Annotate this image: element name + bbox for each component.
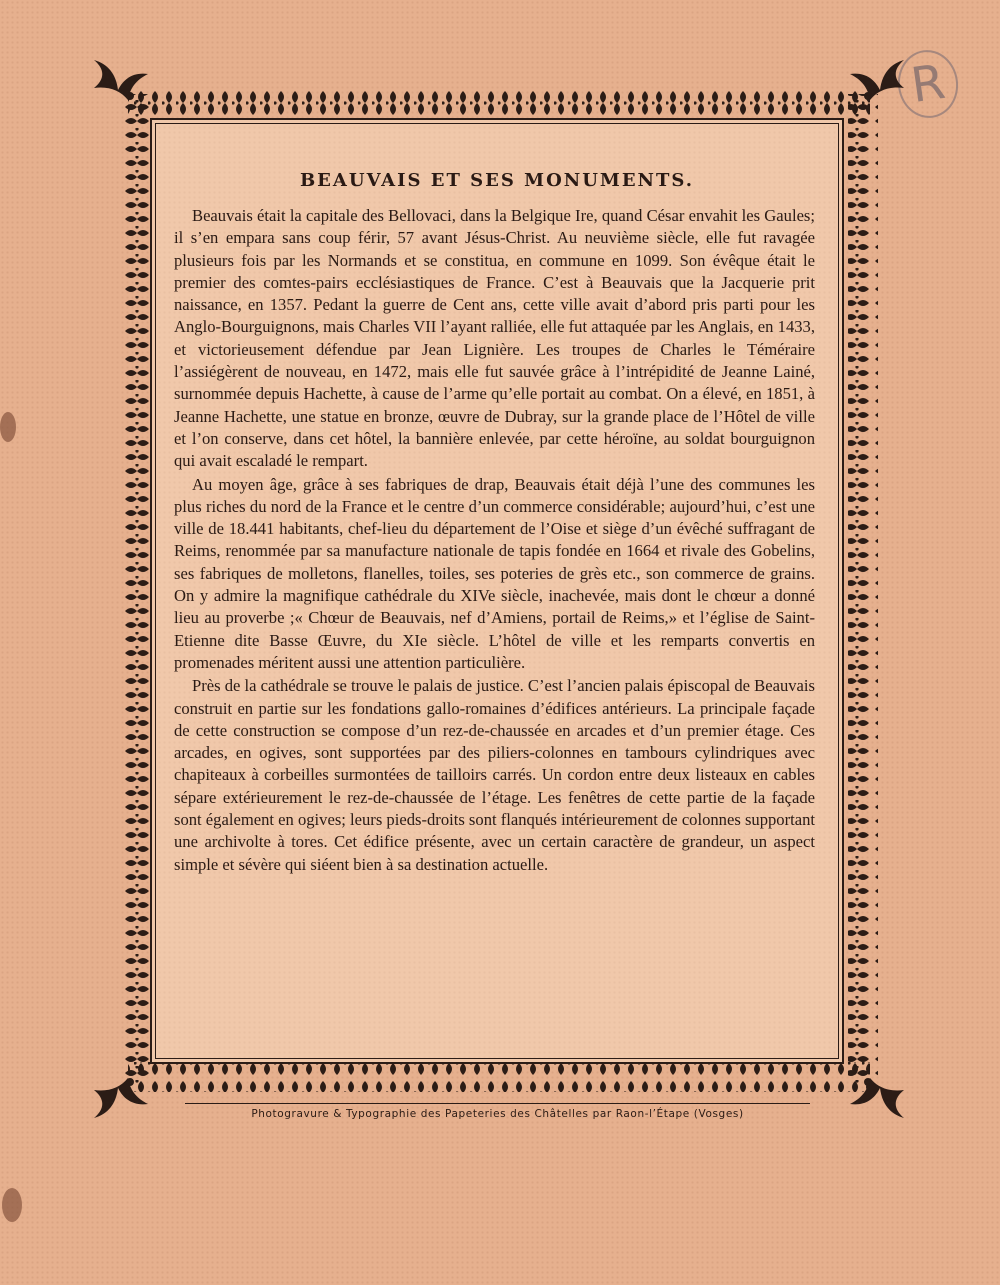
- paragraph-history: Beauvais était la capitale des Bellovaci, dans la Belgique Ire, quand César envahit les Gaules; il s’en empara sans coup férir, 57 avant Jésus-Christ. Au neuvième siècle, elle fut ravagée plusieurs fois par les Normands et se constitua, en commune en 1099. Son évêque était le premier des comtes-pairs ecclésiastiques de France. C’est à Beauvais que la Jacquerie prit naissance, en 1357. Pedant la guerre de Cent ans, cette ville avait d’abord pris parti pour les Anglo-Bourguignons, mais Charles VII l’ayant ralliée, elle fut attaquée par les Anglais, en 1433, et victorieusement défendue par Jean Lignière. Les troupes de Charles le Téméraire l’assiégèrent de nouveau, en 1472, mais elle fut sauvée grâce à l’intrépidité de Jeanne Lainé, surnommée depuis Hachette, à cause de l’arme qu’elle portait au combat. On a élevé, en 1851, à Jeanne Hachette, une statue en bronze, œuvre de Dubray, sur la grande place de l’Hôtel de ville et l’on conserve, dans cet hôtel, la bannière enlevée, par cette héroïne, au soldat bourguignon qui avait escaladé le rempart.: [174, 206, 815, 471]
- pencil-annotation: R: [894, 46, 963, 122]
- imprint-rule: [185, 1103, 810, 1104]
- article-body: [174, 205, 815, 877]
- paragraph-commerce: Au moyen âge, grâce à ses fabriques de drap, Beauvais était déjà l’une des communes les plus riches du nord de la France et le centre d’un commerce considérable; aujourd’hui, c’est une ville de 18.441 habitants, chef-lieu du département de l’Oise et siège d’un évêché suffragant de Reims, renommée par sa manufacture nationale de tapis fondée en 1664 et rivale des Gobelins, ses fabriques de molletons, flanelles, toiles, ses poteries de grès etc., son commerce de grains. On y admire la magnifique cathédrale du XIVe siècle, inachevée, mais dont le chœur a donné lieu au proverbe ;« Chœur de Beauvais, nef d’Amiens, portail de Reims,» et l’église de Saint-Etienne dite Basse Œuvre, du XIe siècle. L’hôtel de ville et les remparts convertis en promenades méritent aussi une attention particulière.: [174, 474, 815, 672]
- printer-imprint: Photogravure & Typographie des Papeteries des Châtelles par Raon-l’Étape (Vosges): [251, 1108, 744, 1120]
- paragraph-palace: Près de la cathédrale se trouve le palais de justice. C’est l’ancien palais épiscopal de Beauvais construit en partie sur les fondations gallo-romaines d’édifices antérieurs. La principale façade de cette construction se compose d’un rez-de-chaussée en arcades et d’un premier étage. Ces arcades, en ogives, sont supportées par des piliers-colonnes en tambours cylindriques avec chapiteaux à corbeilles surmontées de tailloirs carrés. Un cordon entre deux listeaux en cables sépare extérieurement le rez-de-chaussée de l’étage. Les fenêtres de cette partie de la façade sont également en ogives; leurs pieds-droits sont flanqués intérieurement de colonnes supportant une archivolte à tores. Cet édifice présente, avec un certain caractère de grandeur, un aspect simple et sévère qui siéent bien à sa destination actuelle.: [174, 676, 816, 874]
- paper-stain: [2, 1188, 22, 1222]
- paper-stain: [0, 412, 16, 442]
- document-title: BEAUVAIS ET SES MONUMENTS.: [299, 170, 695, 191]
